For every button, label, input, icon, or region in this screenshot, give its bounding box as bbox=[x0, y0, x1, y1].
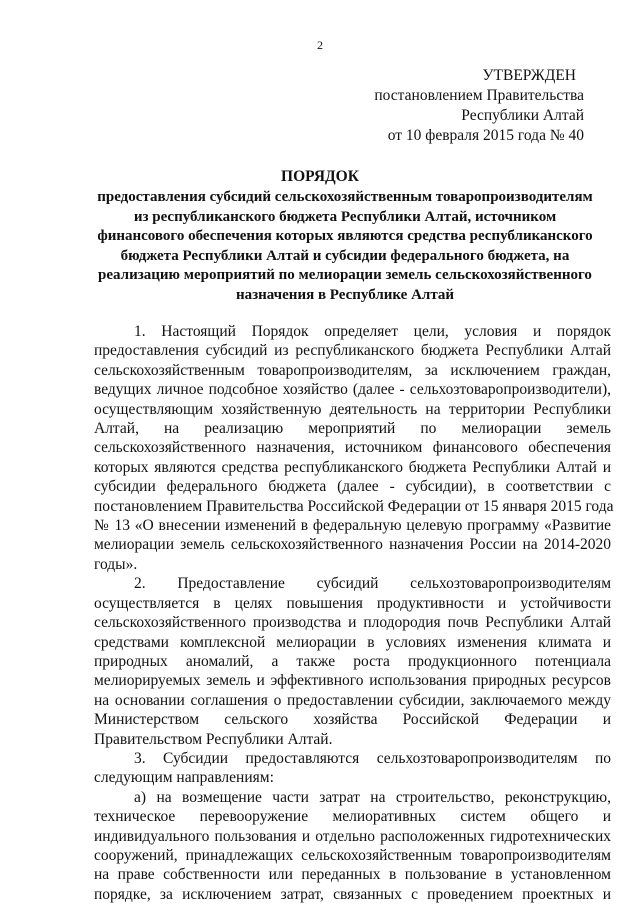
body-line: ведущих личное подсобное хозяйство (далее - сельхозтоваропроизводители), bbox=[94, 381, 611, 399]
document-subtitle bbox=[80, 188, 610, 305]
body-line: на праве собственности или переданных в пользование в установленном bbox=[94, 866, 611, 884]
body-line: Министерством сельского хозяйства Российской Федерации и bbox=[94, 711, 611, 729]
subtitle-line: из республиканского бюджета Республики Алтай, источником bbox=[133, 208, 557, 225]
subtitle-line: назначения в Республике Алтай bbox=[235, 286, 455, 303]
body-line: следующим направлениям: bbox=[94, 769, 274, 787]
body-line: предоставления субсидий из республиканского бюджета Республики Алтай bbox=[94, 342, 611, 360]
body-line: 2. Предоставление субсидий сельхозтоваропроизводителям bbox=[134, 575, 611, 593]
body-line: осуществляющим хозяйственную деятельность на территории Республики bbox=[94, 400, 611, 418]
page-number: 2 bbox=[317, 38, 323, 52]
body-line: индивидуального пользования и отдельно расположенных гидротехнических bbox=[94, 827, 611, 845]
body-line: сельскохозяйственным товаропроизводителям, за исключением граждан, bbox=[94, 361, 611, 379]
body-line: постановлением Правительства Российской Федерации от 15 января 2015 года bbox=[94, 497, 614, 515]
body-line: техническое перевооружение мелиоративных систем общего и bbox=[94, 808, 611, 826]
body-line: сельскохозяйственного производства и плодородия почв Республики Алтай bbox=[94, 614, 611, 632]
body-line: № 13 «О внесении изменений в федеральную целевую программу «Развитие bbox=[94, 517, 611, 535]
body-line: средствами комплексной мелиорации в условиях изменения климата и bbox=[94, 633, 611, 651]
body-line: природных аномалий, а также роста продукционного потенциала bbox=[94, 652, 611, 670]
body-line: 1. Настоящий Порядок определяет цели, условия и порядок bbox=[134, 323, 611, 340]
subtitle-line: предоставления субсидий сельскохозяйственным товаропроизводителям bbox=[97, 189, 593, 205]
body-line: осуществляется в целях повышения продуктивности и устойчивости bbox=[94, 594, 611, 612]
document-body bbox=[94, 322, 614, 904]
body-line: мелиорируемых земель и эффективного использования природных ресурсов bbox=[94, 672, 611, 690]
approval-line-1: постановлением Правительства bbox=[374, 87, 584, 104]
subtitle-line: финансового обеспечения которых являются средства республиканского bbox=[97, 228, 593, 244]
body-line: которых являются средства республиканского бюджета Республики Алтай и bbox=[94, 458, 611, 476]
approval-line-2: Республики Алтай bbox=[461, 107, 584, 124]
body-line: субсидии федерального бюджета (далее - субсидии), в соответствии с bbox=[94, 478, 611, 496]
body-line: Алтай, на реализацию мероприятий по мелиорации земель bbox=[94, 420, 611, 438]
body-line: на основании соглашения о предоставлении субсидии, заключаемого между bbox=[94, 691, 611, 709]
approval-line-3: от 10 февраля 2015 года № 40 bbox=[387, 127, 584, 144]
approval-block bbox=[344, 66, 584, 146]
body-line: сельскохозяйственного назначения, источником финансового обеспечения bbox=[94, 439, 611, 457]
subtitle-line: бюджета Республики Алтай и субсидии федерального бюджета, на bbox=[120, 247, 570, 264]
body-line: Правительством Республики Алтай. bbox=[94, 730, 333, 748]
body-line: а) на возмещение части затрат на строительство, реконструкцию, bbox=[134, 788, 611, 806]
approval-heading: УТВЕРЖДЕН bbox=[482, 67, 576, 84]
body-line: сооружений, принадлежащих сельскохозяйственным товаропроизводителям bbox=[94, 846, 611, 864]
body-line: годы». bbox=[94, 555, 138, 573]
body-line: 3. Субсидии предоставляются сельхозтоваропроизводителям по bbox=[134, 749, 611, 767]
subtitle-line: реализацию мероприятий по мелиорации земель сельскохозяйственного bbox=[98, 267, 592, 283]
body-line: порядке, за исключением затрат, связанных с проведением проектных и bbox=[94, 885, 611, 903]
body-line: мелиорации земель сельскохозяйственного назначения России на 2014-2020 bbox=[94, 536, 611, 554]
document-title: ПОРЯДОК bbox=[281, 168, 359, 185]
